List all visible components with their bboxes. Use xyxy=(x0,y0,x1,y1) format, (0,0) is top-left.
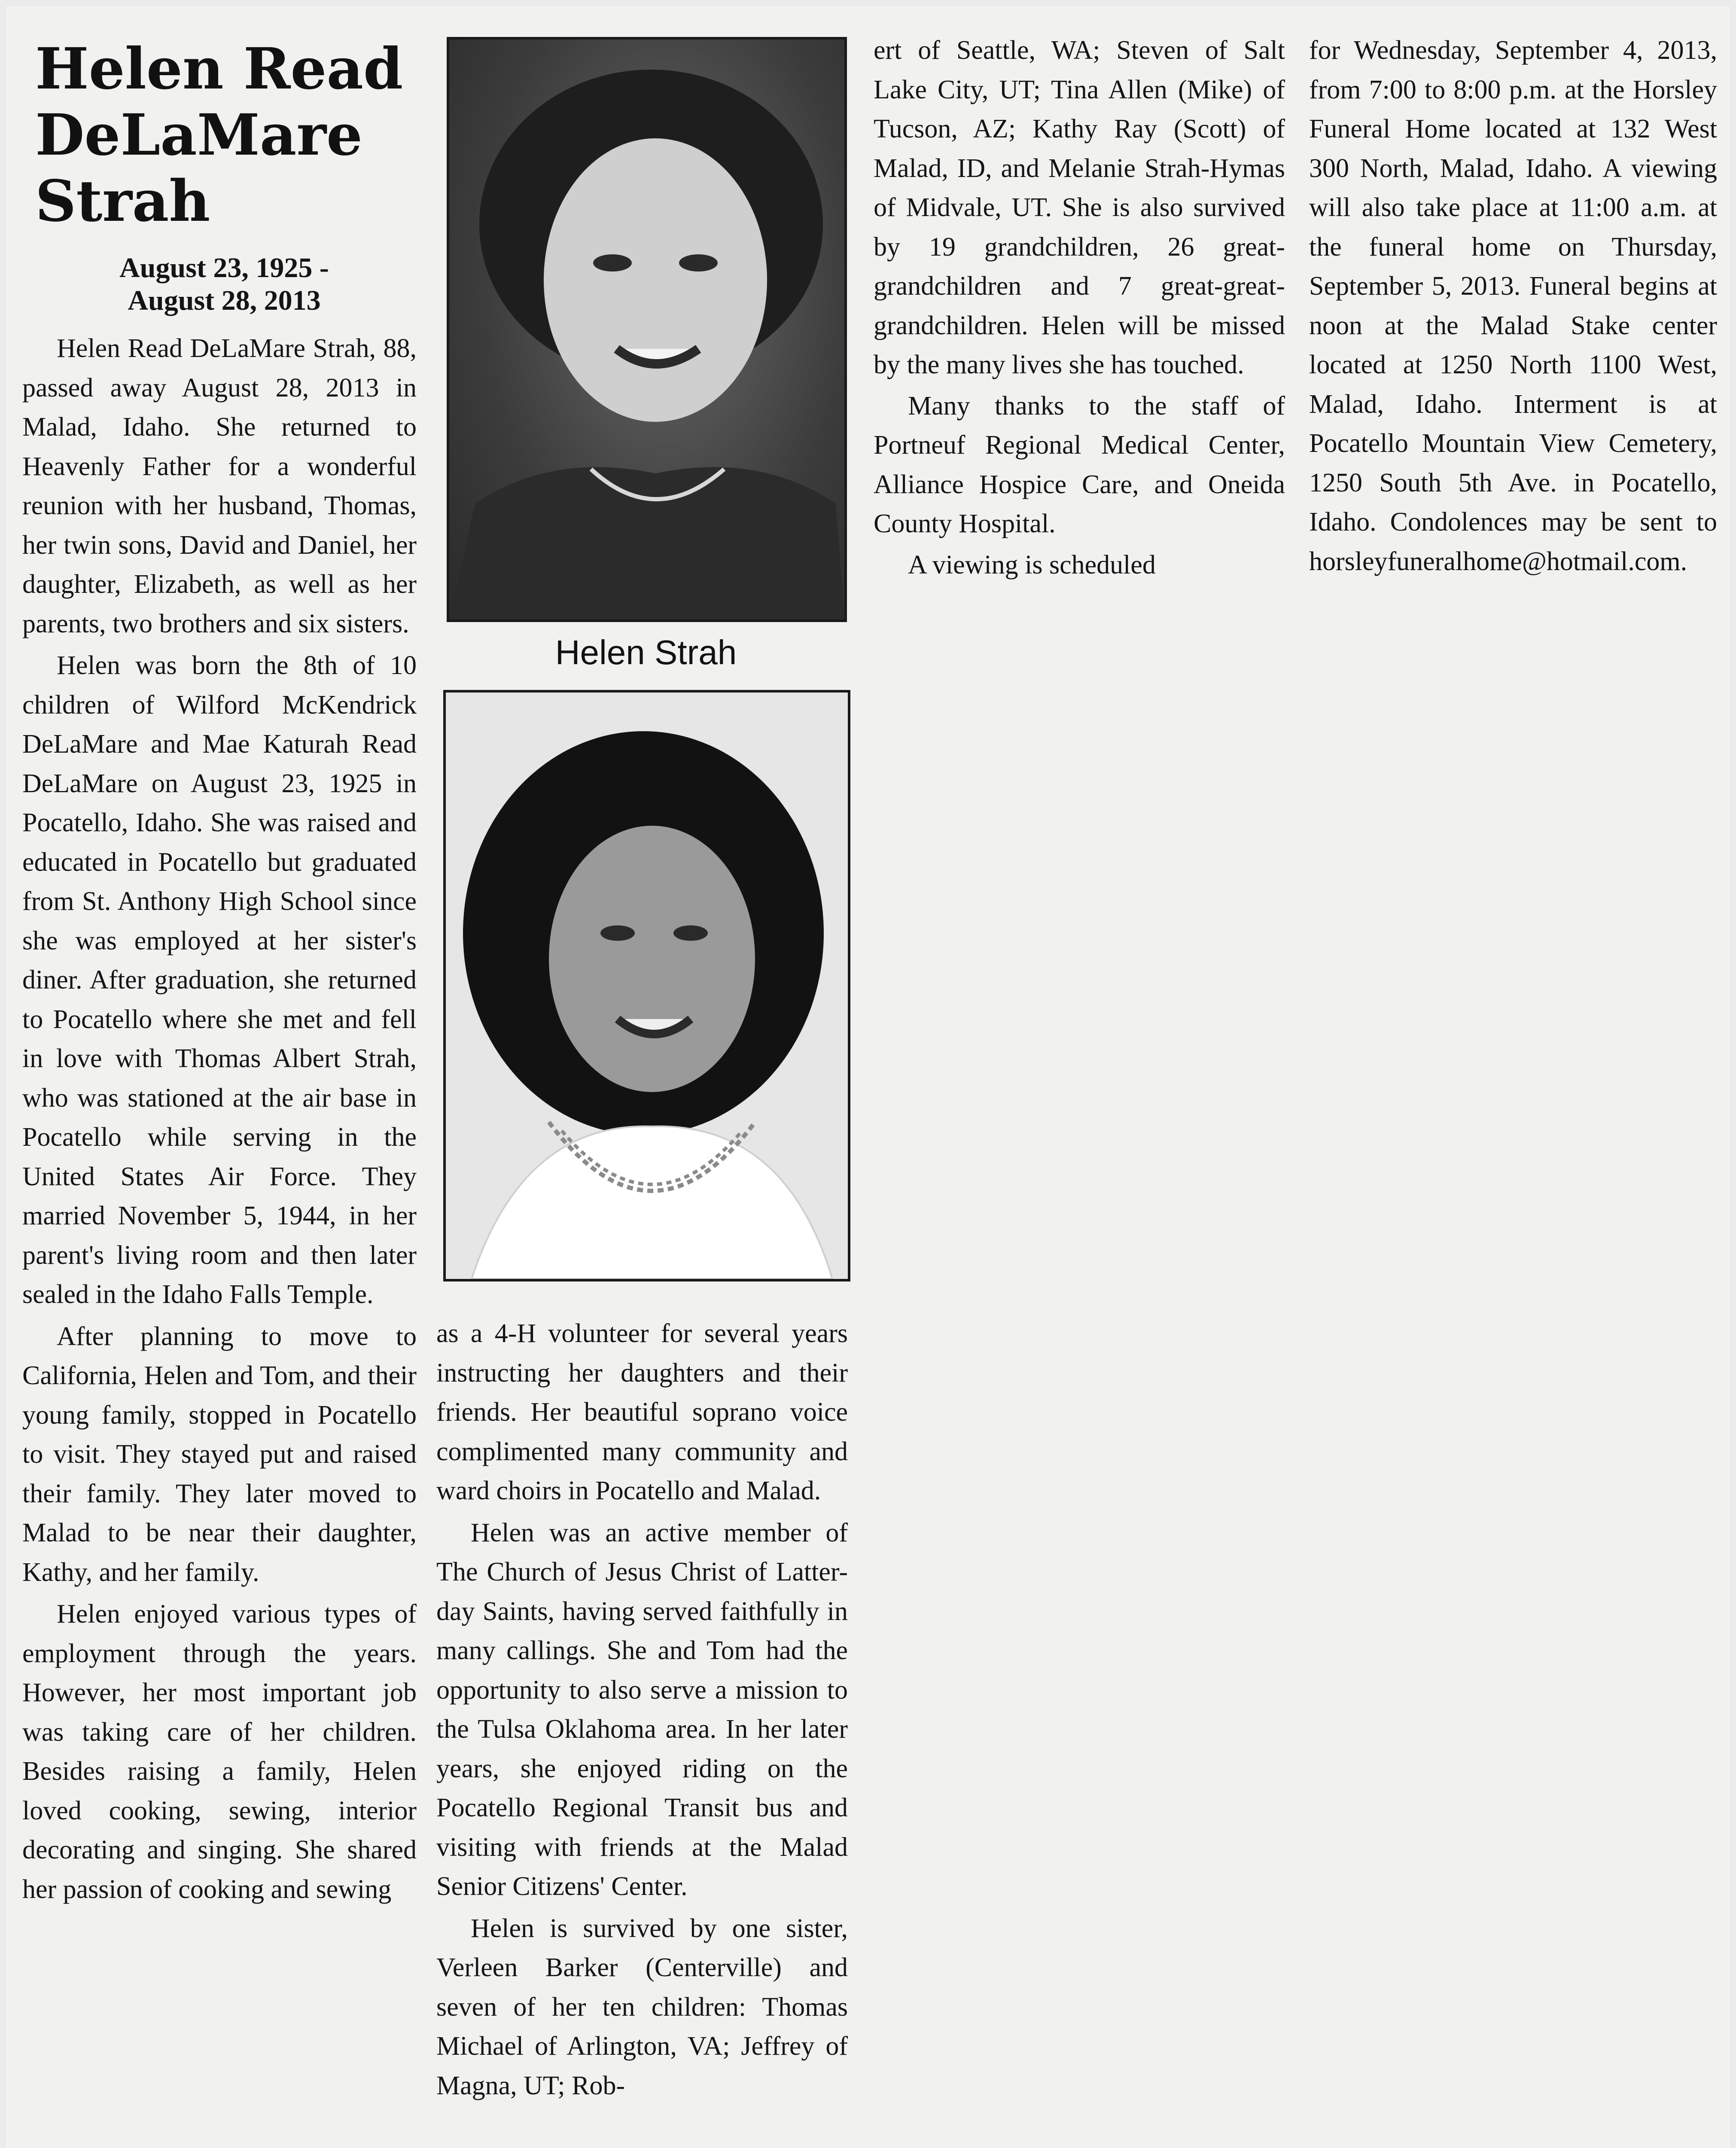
text-column-4 xyxy=(1309,31,1717,581)
young-portrait-photo xyxy=(443,690,850,1281)
text-column-3 xyxy=(874,31,1285,585)
paragraph: ert of Seattle, WA; Steven of Salt Lake City, UT; Tina Allen (Mike) of Tucson, AZ; Kathy Ray (Scott) of Malad, ID, and Melanie Strah-Hymas of Midvale, UT. She is also survived by 19 grandchildren, 26 great-grandchildren and 7 great-great-grandchildren. Helen will be missed by the many lives she has touched. xyxy=(874,36,1285,379)
paragraph: After planning to move to California, Helen and Tom, and their young family, stopped in Pocatello to visit. They stayed put and raised their family. They later moved to Malad to be near their daughter, Kathy, and her family. xyxy=(22,1321,417,1587)
title-line: DeLaMare xyxy=(35,102,362,168)
paragraph: A viewing is scheduled xyxy=(908,550,1156,580)
obituary-title xyxy=(35,36,413,235)
paragraph: Helen Read DeLaMare Strah, 88, passed away August 28, 2013 in Malad, Idaho. She returned to Heavenly Father for a wonderful reunion with her husband, Thomas, her twin sons, David and Daniel, her daughter, Elizabeth, as well as her parents, two brothers and six sisters. xyxy=(22,334,417,638)
birth-date: August 23, 1925 - xyxy=(119,252,329,284)
paragraph: Helen enjoyed various types of employment through the years. However, her most important job was taking care of her children. Besides raising a family, Helen loved cooking, sewing, interior decorating and singing. She shared her passion of cooking and sewing xyxy=(22,1599,417,1904)
paragraph: for Wednesday, September 4, 2013, from 7:00 to 8:00 p.m. at the Horsley Funeral Home located at 132 West 300 North, Malad, Idaho. A viewing will also take place at 11:00 a.m. at the funeral home on Thursday, September 5, 2013. Funeral begins at noon at the Malad Stake center located at 1250 North 1100 West, Malad, Idaho. Interment is at Pocatello Mountain View Cemetery, 1250 South 5th Ave. in Pocatello, Idaho. Condolences may be sent to horsleyfuneralhome@hotmail.com. xyxy=(1309,36,1717,576)
paragraph: Helen is survived by one sister, Verleen Barker (Centerville) and seven of her ten children: Thomas Michael of Arlington, VA; Jeffrey of Magna, UT; Rob- xyxy=(436,1913,848,2100)
life-dates xyxy=(35,252,413,317)
young-woman-portrait xyxy=(446,693,848,1279)
paragraph: as a 4-H volunteer for several years instructing her daughters and their friends. Her beautiful soprano voice complimented many community and ward choirs in Pocatello and Malad. xyxy=(436,1319,848,1505)
paragraph: Helen was born the 8th of 10 children of Wilford McKendrick DeLaMare and Mae Katurah Read DeLaMare on August 23, 1925 in Pocatello, Idaho. She was raised and educated in Pocatello but graduated from St. Anthony High School since she was employed at her sister's diner. After graduation, she returned to Pocatello where she met and fell in love with Thomas Albert Strah, who was stationed at the air base in Pocatello while serving in the United States Air Force. They married November 5, 1944, in her parent's living room and then later sealed in the Idaho Falls Temple. xyxy=(22,651,417,1309)
recent-portrait-photo xyxy=(447,37,847,622)
death-date: August 28, 2013 xyxy=(128,285,321,316)
title-line: Strah xyxy=(35,168,210,235)
text-column-1 xyxy=(22,329,417,1909)
newspaper-clipping xyxy=(6,6,1730,2148)
photo-caption: Helen Strah xyxy=(555,633,737,671)
elderly-woman-portrait xyxy=(449,40,844,619)
paragraph: Helen was an active member of The Church of Jesus Christ of Latter-day Saints, having served faithfully in many callings. She and Tom had the opportunity to also serve a mission to the Tulsa Oklahoma area. In her later years, she enjoyed riding on the Pocatello Regional Transit bus and visiting with friends at the Malad Senior Citizens' Center. xyxy=(436,1518,848,1901)
text-column-2 xyxy=(436,1314,848,2105)
title-line: Helen Read xyxy=(35,36,403,102)
paragraph: Many thanks to the staff of Portneuf Regional Medical Center, Alliance Hospice Care, and Oneida County Hospital. xyxy=(874,391,1285,538)
